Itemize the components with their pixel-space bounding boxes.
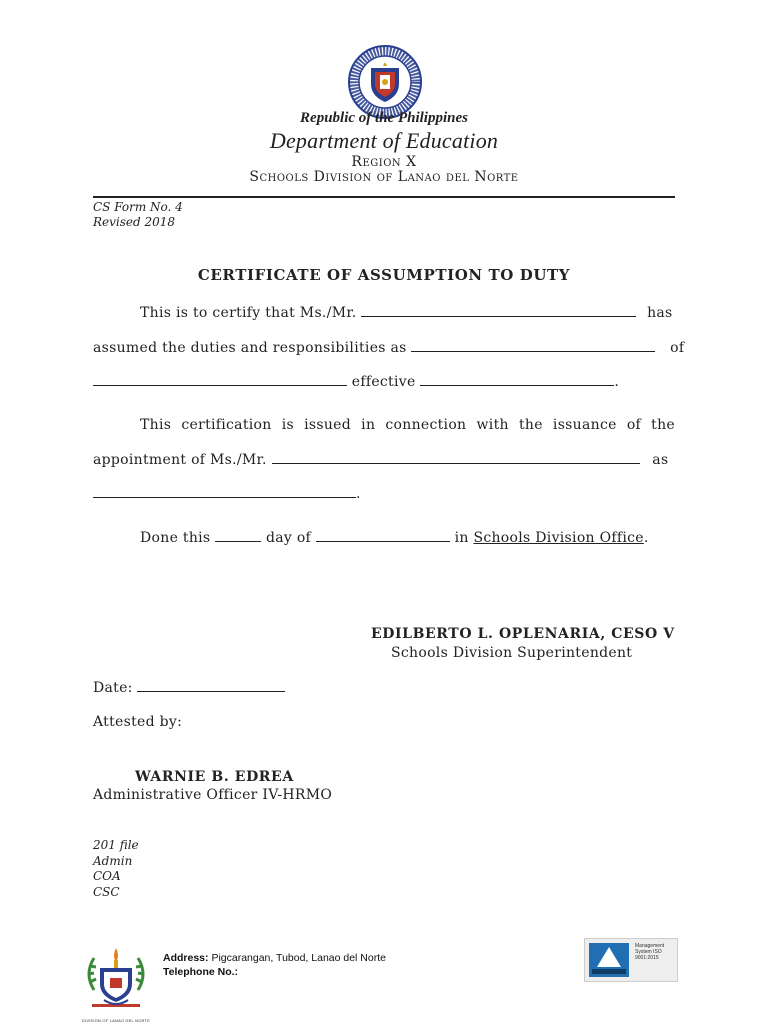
para2-line2-suffix: as <box>652 452 669 468</box>
para1-line3 <box>93 373 619 390</box>
attested-by-label: Attested by: <box>93 714 183 730</box>
iso-certification-badge <box>584 938 678 982</box>
date-line <box>93 679 285 696</box>
done-end: . <box>643 530 649 546</box>
copy-item: Admin <box>93 853 133 868</box>
para2-line1: This certification is issued in connection with the issuance of the <box>140 417 675 433</box>
para2-end: . <box>356 486 361 502</box>
address-value: Pigcarangan, Tubod, Lanao del Norte <box>211 952 386 964</box>
done-line <box>140 529 649 546</box>
division-logo-caption: DIVISION OF LANAO DEL NORTE <box>81 1018 151 1023</box>
para1-line2 <box>93 339 684 356</box>
region-heading: Region X <box>351 154 417 170</box>
done-day-of: day of <box>265 530 312 546</box>
copy-item: 201 file <box>93 838 139 852</box>
appointee-blank[interactable] <box>272 451 640 464</box>
month-blank[interactable] <box>316 529 450 542</box>
attester-title: Administrative Officer IV-HRMO <box>93 787 333 803</box>
position-blank[interactable] <box>411 339 655 352</box>
footer-telephone: Telephone No.: <box>163 966 239 978</box>
form-reference <box>93 200 183 230</box>
address-label: Address: <box>163 952 209 964</box>
office-blank[interactable] <box>93 373 347 386</box>
day-blank[interactable] <box>215 529 261 542</box>
division-heading: Schools Division of Lanao del Norte <box>249 169 519 185</box>
form-number: CS Form No. 4 <box>93 200 183 214</box>
appointment-position-blank[interactable] <box>93 485 356 498</box>
copy-furnished-list <box>93 838 139 900</box>
para1-line1-suffix: has <box>647 305 673 321</box>
republic-heading: Republic of the Philippines <box>300 110 468 126</box>
attester-name: WARNIE B. EDREA <box>135 769 294 785</box>
tuv-logo-icon <box>589 943 629 977</box>
para2-line3 <box>93 485 361 502</box>
footer-address <box>163 952 386 964</box>
done-office: Schools Division Office <box>473 530 644 546</box>
division-logo-icon <box>74 938 158 1022</box>
date-blank[interactable] <box>137 679 285 692</box>
done-prefix: Done this <box>140 530 211 546</box>
para1-end: . <box>614 374 620 390</box>
para1-line1-prefix: This is to certify that Ms./Mr. <box>140 305 357 321</box>
header-divider <box>93 196 675 198</box>
para1-line2-suffix: of <box>670 340 685 356</box>
deped-seal-icon <box>347 44 423 120</box>
para2-line2 <box>93 451 668 468</box>
form-revision: Revised 2018 <box>93 215 176 229</box>
effective-date-blank[interactable] <box>420 373 614 386</box>
signatory-title: Schools Division Superintendent <box>391 645 633 661</box>
copy-item: COA <box>93 869 121 883</box>
date-label: Date: <box>93 680 133 696</box>
para2-line2-prefix: appointment of Ms./Mr. <box>93 452 267 468</box>
signatory-name: EDILBERTO L. OPLENARIA, CESO V <box>371 626 675 642</box>
department-heading: Department of Education <box>269 128 499 153</box>
name-blank[interactable] <box>361 304 636 317</box>
para1-effective: effective <box>351 374 416 390</box>
badge-text: Management System ISO 9001:2015 <box>635 943 665 961</box>
done-in: in <box>454 530 469 546</box>
para1-line1 <box>140 304 673 321</box>
copy-item: CSC <box>93 884 120 899</box>
para1-line2-prefix: assumed the duties and responsibilities as <box>93 340 407 356</box>
document-title: CERTIFICATE OF ASSUMPTION TO DUTY <box>197 266 571 284</box>
